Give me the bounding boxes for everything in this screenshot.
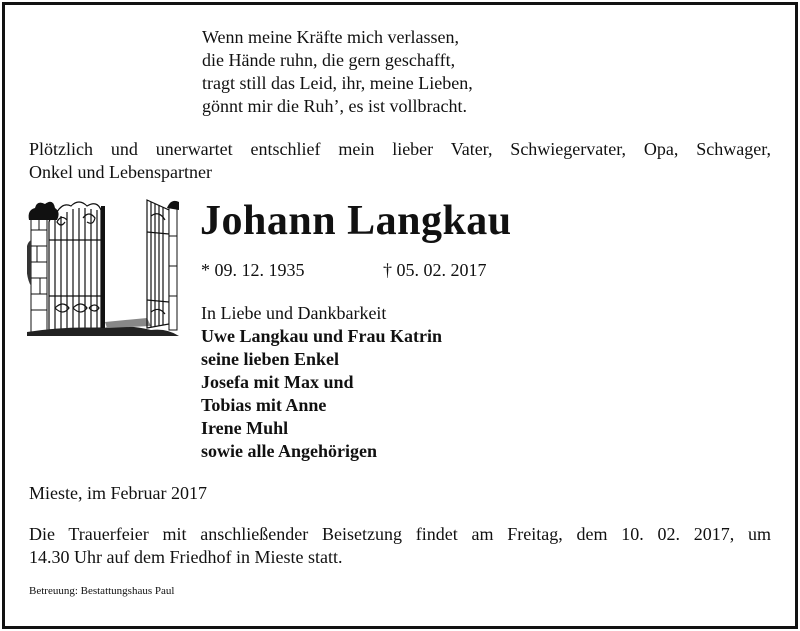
poem-line: tragt still das Leid, ihr, meine Lieben, (202, 73, 473, 93)
birth-date: * 09. 12. 1935 (201, 260, 305, 280)
mourners-block (201, 302, 442, 463)
service-line: 14.30 Uhr auf dem Friedhof in Mieste statt. (29, 547, 343, 567)
deceased-name: Johann Langkau (200, 198, 512, 244)
mourner-line: Uwe Langkau und Frau Katrin (201, 326, 443, 346)
life-dates (201, 259, 487, 282)
mourners-lead: In Liebe und Dankbarkeit (201, 303, 387, 323)
intro-text (29, 138, 771, 184)
intro-line: Onkel und Lebenspartner (29, 162, 212, 182)
mourner-line: Josefa mit Max und (201, 372, 354, 392)
intro-line: Plötzlich und unerwartet entschlief mein lieber Vater, Schwiegervater, Opa, Schwager, (29, 139, 771, 159)
service-info (29, 523, 771, 569)
poem-line: Wenn meine Kräfte mich verlassen, (202, 27, 459, 47)
funeral-home-credit: Betreuung: Bestattungshaus Paul (29, 585, 175, 597)
mourner-line: Tobias mit Anne (201, 395, 327, 415)
place-date: Mieste, im Februar 2017 (29, 483, 207, 503)
mourner-line: seine lieben Enkel (201, 349, 340, 369)
poem-line: die Hände ruhn, die gern geschafft, (202, 50, 456, 70)
poem-line: gönnt mir die Ruh’, es ist vollbracht. (202, 96, 467, 116)
poem (202, 26, 473, 118)
open-gate-illustration-icon (27, 196, 179, 342)
mourner-line: sowie alle Angehörigen (201, 441, 377, 461)
mourner-line: Irene Muhl (201, 418, 289, 438)
death-date: † 05. 02. 2017 (383, 260, 487, 280)
service-line: Die Trauerfeier mit anschließender Beisetzung findet am Freitag, dem 10. 02. 2017, um (29, 524, 771, 544)
